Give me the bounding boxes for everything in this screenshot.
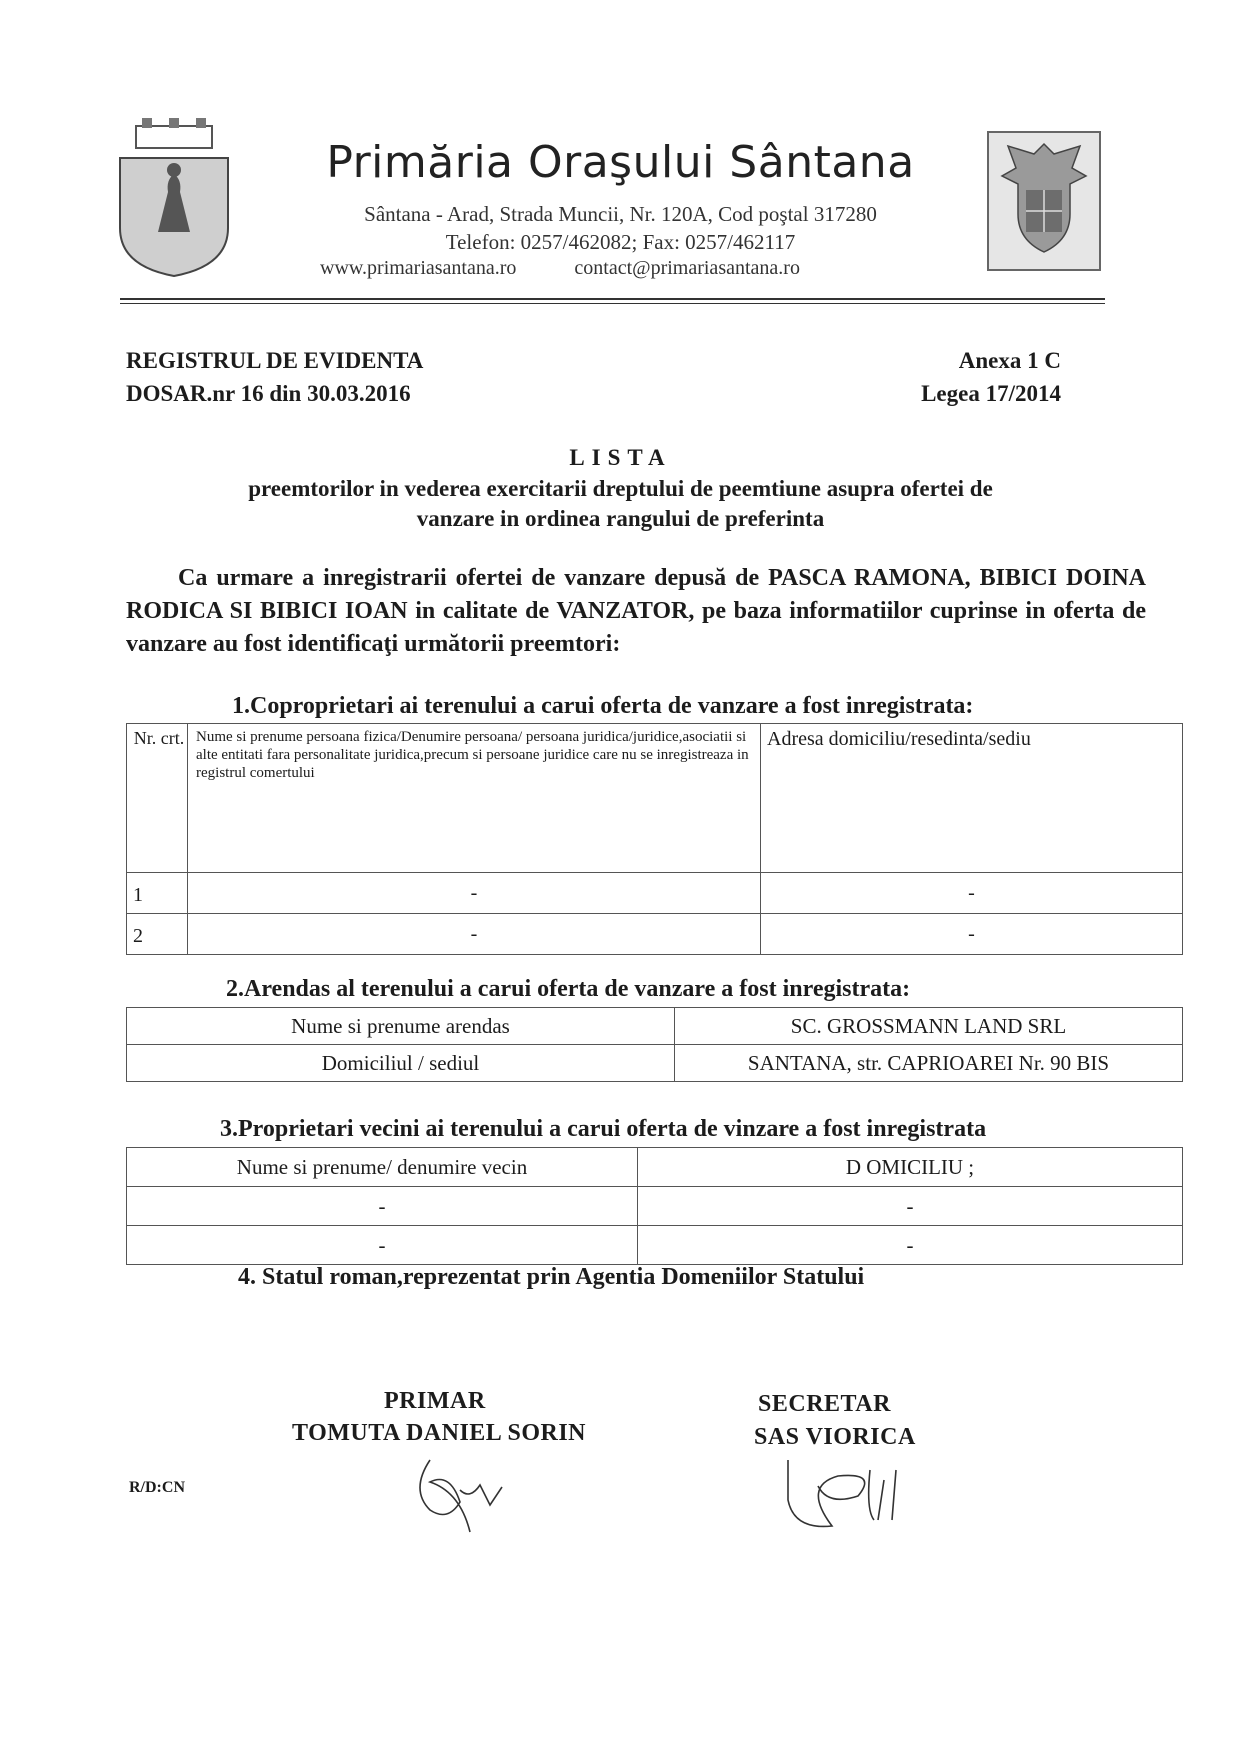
row-address: - (761, 873, 1183, 914)
column-address: Adresa domiciliu/resedinta/sediu (761, 724, 1183, 873)
romania-coat-of-arms-icon (986, 130, 1102, 272)
row-address: - (638, 1187, 1183, 1226)
register-title: REGISTRUL DE EVIDENTA (126, 348, 424, 373)
list-subtitle-line1: preemtorilor in vederea exercitarii dreptului de peemtiune asupra ofertei de (248, 476, 993, 501)
tenant-address-label: Domiciliul / sediul (127, 1045, 675, 1082)
mayor-signature-icon (390, 1450, 530, 1540)
row-name: - (188, 914, 761, 955)
header-divider-thin (120, 303, 1105, 304)
column-nr: Nr. crt. (127, 724, 188, 873)
coowners-table (126, 723, 1183, 955)
header-phone: Telefon: 0257/462082; Fax: 0257/462117 (445, 230, 796, 254)
header-email: contact@primariasantana.ro (574, 257, 800, 279)
tenant-name-label: Nume si prenume arendas (127, 1008, 675, 1045)
neighbors-table (126, 1147, 1183, 1265)
secretary-name: SAS VIORICA (754, 1424, 916, 1450)
row-nr: 1 (127, 873, 188, 914)
header-address: Sântana - Arad, Strada Muncii, Nr. 120A, Cod poştal 317280 (364, 202, 877, 226)
table-header-row (127, 724, 1183, 873)
tenant-address-value: SANTANA, str. CAPRIOAREI Nr. 90 BIS (675, 1045, 1183, 1082)
row-nr: 2 (127, 914, 188, 955)
column-name: Nume si prenume persoana fizica/Denumire persoana/ persoana juridica/juridice,asociatii si alte entitati fara personalitate juridica,precum si persoane juridice care nu se inregistreaza in registrul comertului (188, 724, 761, 873)
secretary-title: SECRETAR (758, 1391, 891, 1417)
column-neighbor-address: D OMICILIU ; (638, 1148, 1183, 1187)
row-address: - (761, 914, 1183, 955)
secretary-signature-icon (780, 1450, 920, 1540)
list-subtitle-line2: vanzare in ordinea rangului de preferinta (416, 506, 825, 531)
row-name: - (127, 1187, 638, 1226)
tenant-table (126, 1007, 1183, 1082)
column-neighbor-name: Nume si prenume/ denumire vecin (127, 1148, 638, 1187)
footer-code: R/D:CN (129, 1479, 185, 1496)
section3-title: 3.Proprietari vecini ai terenului a carui oferta de vinzare a fost inregistrata (220, 1116, 987, 1142)
row-name: - (127, 1226, 638, 1265)
page-title: Primăria Oraşului Sântana (326, 137, 915, 188)
section1-title: 1.Coproprietari ai terenului a carui oferta de vanzare a fost inregistrata: (232, 693, 974, 719)
annex-label: Anexa 1 C (958, 348, 1061, 373)
header-divider (120, 298, 1105, 300)
tenant-name-value: SC. GROSSMANN LAND SRL (675, 1008, 1183, 1045)
table-row (127, 1008, 1183, 1045)
row-address: - (638, 1226, 1183, 1265)
mayor-name: TOMUTA DANIEL SORIN (292, 1420, 587, 1446)
table-row (127, 873, 1183, 914)
law-label: Legea 17/2014 (921, 381, 1061, 406)
mayor-title: PRIMAR (384, 1388, 486, 1414)
header-contacts (320, 257, 920, 280)
table-row (127, 1045, 1183, 1082)
row-name: - (188, 873, 761, 914)
table-header-row (127, 1148, 1183, 1187)
table-row (127, 1226, 1183, 1265)
section2-title: 2.Arendas al terenului a carui oferta de vanzare a fost inregistrata: (226, 976, 911, 1002)
intro-paragraph: Ca urmare a inregistrarii ofertei de vanzare depusă de PASCA RAMONA, BIBICI DOINA RODICA SI BIBICI IOAN in calitate de VANZATOR, pe baza informatiilor cuprinse in oferta de vanzare au fost identificaţi următorii preemtori: (126, 565, 1146, 657)
dossier-number: DOSAR.nr 16 din 30.03.2016 (126, 381, 411, 406)
table-row (127, 914, 1183, 955)
header-website: www.primariasantana.ro (320, 257, 517, 279)
section4-title: 4. Statul roman,reprezentat prin Agentia Domeniilor Statului (238, 1264, 865, 1290)
list-title: LISTA (569, 445, 672, 470)
table-row (127, 1187, 1183, 1226)
